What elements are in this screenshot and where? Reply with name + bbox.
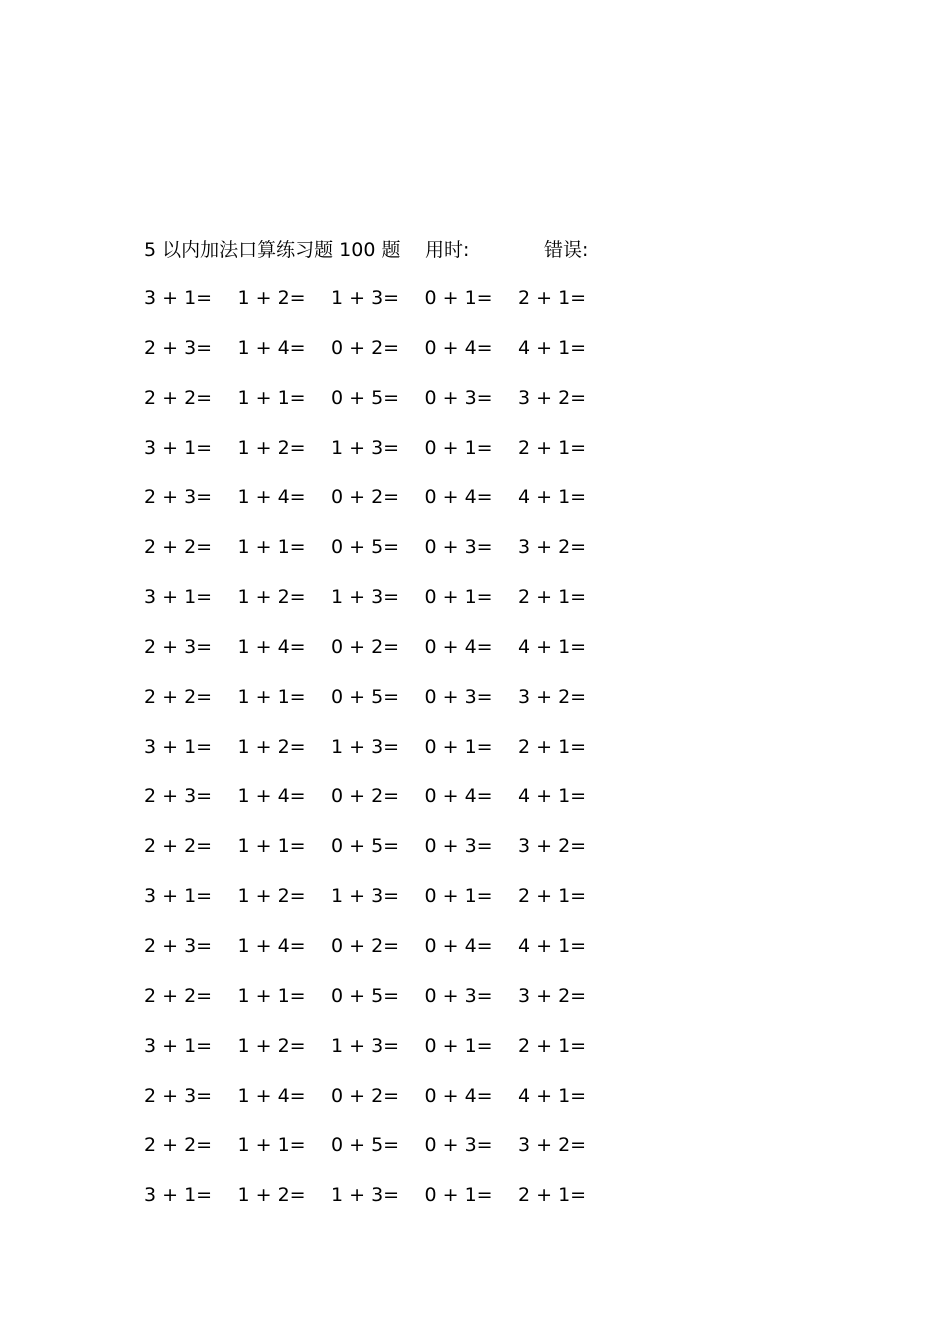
problem-row	[144, 932, 644, 982]
problem-cell: 1 + 3=	[331, 436, 400, 459]
problem-cell: 0 + 2=	[331, 785, 400, 808]
problem-cell: 1 + 1=	[237, 984, 306, 1007]
problem-cell: 0 + 1=	[424, 1184, 493, 1207]
problem-cell: 1 + 1=	[237, 835, 306, 858]
problem-row	[144, 1131, 644, 1181]
problem-cell: 0 + 3=	[424, 1134, 493, 1157]
problem-cell: 3 + 1=	[144, 735, 213, 758]
problem-cell: 0 + 4=	[424, 336, 493, 359]
problem-cell: 3 + 1=	[144, 1034, 213, 1057]
problem-row	[144, 733, 644, 783]
problem-row	[144, 1082, 644, 1132]
problem-cell: 1 + 3=	[331, 287, 400, 309]
problem-grid	[144, 284, 644, 1231]
problem-cell: 4 + 1=	[518, 635, 587, 658]
problem-cell: 0 + 4=	[424, 785, 493, 808]
problem-row	[144, 434, 644, 484]
problem-cell: 1 + 4=	[237, 785, 306, 808]
problem-cell: 2 + 3=	[144, 635, 213, 658]
problem-cell: 0 + 1=	[424, 1034, 493, 1057]
problem-cell: 2 + 3=	[144, 336, 213, 359]
worksheet-title: 5 以内加法口算练习题 100 题	[144, 239, 401, 261]
problem-cell: 0 + 1=	[424, 885, 493, 908]
problem-cell: 2 + 1=	[518, 1034, 587, 1057]
problem-cell: 2 + 3=	[144, 486, 213, 509]
problem-row	[144, 633, 644, 683]
problem-cell: 2 + 1=	[518, 287, 587, 309]
problem-cell: 2 + 3=	[144, 1084, 213, 1107]
problem-cell: 1 + 2=	[237, 1034, 306, 1057]
problem-cell: 0 + 1=	[424, 287, 493, 309]
problem-cell: 0 + 3=	[424, 536, 493, 559]
problem-cell: 3 + 1=	[144, 586, 213, 609]
problem-cell: 0 + 4=	[424, 486, 493, 509]
problem-cell: 0 + 3=	[424, 386, 493, 409]
problem-row	[144, 882, 644, 932]
problem-cell: 1 + 4=	[237, 336, 306, 359]
problem-cell: 0 + 1=	[424, 436, 493, 459]
problem-row	[144, 782, 644, 832]
problem-row	[144, 334, 644, 384]
problem-cell: 3 + 1=	[144, 885, 213, 908]
problem-cell: 1 + 2=	[237, 586, 306, 609]
problem-cell: 3 + 2=	[518, 685, 587, 708]
problem-row	[144, 1032, 644, 1082]
problem-cell: 3 + 1=	[144, 436, 213, 459]
problem-cell: 0 + 5=	[331, 984, 400, 1007]
problem-cell: 1 + 2=	[237, 735, 306, 758]
problem-cell: 0 + 3=	[424, 685, 493, 708]
problem-cell: 3 + 2=	[518, 386, 587, 409]
problem-cell: 2 + 2=	[144, 536, 213, 559]
errors-label: 错误:	[544, 239, 589, 261]
problem-cell: 0 + 1=	[424, 735, 493, 758]
problem-cell: 0 + 3=	[424, 835, 493, 858]
problem-cell: 3 + 2=	[518, 536, 587, 559]
problem-cell: 0 + 4=	[424, 635, 493, 658]
problem-cell: 2 + 1=	[518, 586, 587, 609]
problem-row	[144, 384, 644, 434]
problem-cell: 1 + 4=	[237, 934, 306, 957]
problem-cell: 0 + 1=	[424, 586, 493, 609]
problem-cell: 0 + 5=	[331, 685, 400, 708]
problem-row	[144, 583, 644, 633]
problem-cell: 1 + 4=	[237, 1084, 306, 1107]
problem-cell: 0 + 5=	[331, 1134, 400, 1157]
problem-row	[144, 683, 644, 733]
problem-cell: 1 + 2=	[237, 287, 306, 309]
problem-cell: 0 + 4=	[424, 1084, 493, 1107]
problem-cell: 4 + 1=	[518, 785, 587, 808]
problem-cell: 4 + 1=	[518, 1084, 587, 1107]
problem-cell: 2 + 3=	[144, 785, 213, 808]
problem-row	[144, 982, 644, 1032]
problem-cell: 0 + 4=	[424, 934, 493, 957]
problem-cell: 0 + 2=	[331, 1084, 400, 1107]
problem-cell: 0 + 3=	[424, 984, 493, 1007]
problem-cell: 1 + 4=	[237, 635, 306, 658]
problem-cell: 3 + 2=	[518, 835, 587, 858]
problem-cell: 0 + 2=	[331, 336, 400, 359]
problem-cell: 0 + 2=	[331, 486, 400, 509]
problem-row	[144, 832, 644, 882]
problem-cell: 4 + 1=	[518, 336, 587, 359]
problem-cell: 0 + 5=	[331, 835, 400, 858]
worksheet-header	[144, 236, 744, 264]
problem-cell: 2 + 2=	[144, 386, 213, 409]
problem-cell: 2 + 2=	[144, 685, 213, 708]
problem-cell: 2 + 2=	[144, 984, 213, 1007]
problem-cell: 1 + 1=	[237, 685, 306, 708]
problem-cell: 3 + 1=	[144, 287, 213, 309]
problem-cell: 1 + 2=	[237, 885, 306, 908]
problem-cell: 1 + 3=	[331, 885, 400, 908]
problem-cell: 0 + 2=	[331, 934, 400, 957]
problem-cell: 4 + 1=	[518, 486, 587, 509]
problem-cell: 3 + 2=	[518, 984, 587, 1007]
problem-row	[144, 483, 644, 533]
problem-row	[144, 1181, 644, 1231]
problem-cell: 2 + 3=	[144, 934, 213, 957]
problem-cell: 1 + 3=	[331, 1034, 400, 1057]
problem-cell: 2 + 2=	[144, 1134, 213, 1157]
problem-cell: 2 + 1=	[518, 436, 587, 459]
problem-cell: 3 + 2=	[518, 1134, 587, 1157]
problem-cell: 0 + 5=	[331, 536, 400, 559]
problem-row	[144, 284, 644, 334]
problem-cell: 0 + 5=	[331, 386, 400, 409]
problem-cell: 1 + 3=	[331, 1184, 400, 1207]
problem-cell: 1 + 3=	[331, 735, 400, 758]
problem-cell: 2 + 1=	[518, 885, 587, 908]
problem-cell: 1 + 1=	[237, 1134, 306, 1157]
problem-cell: 2 + 1=	[518, 735, 587, 758]
problem-cell: 0 + 2=	[331, 635, 400, 658]
problem-cell: 1 + 4=	[237, 486, 306, 509]
problem-cell: 2 + 2=	[144, 835, 213, 858]
problem-cell: 1 + 1=	[237, 386, 306, 409]
problem-cell: 1 + 1=	[237, 536, 306, 559]
problem-cell: 2 + 1=	[518, 1184, 587, 1207]
problem-cell: 3 + 1=	[144, 1184, 213, 1207]
problem-row	[144, 533, 644, 583]
time-used-label: 用时:	[425, 239, 470, 261]
problem-cell: 1 + 3=	[331, 586, 400, 609]
problem-cell: 4 + 1=	[518, 934, 587, 957]
problem-cell: 1 + 2=	[237, 436, 306, 459]
problem-cell: 1 + 2=	[237, 1184, 306, 1207]
